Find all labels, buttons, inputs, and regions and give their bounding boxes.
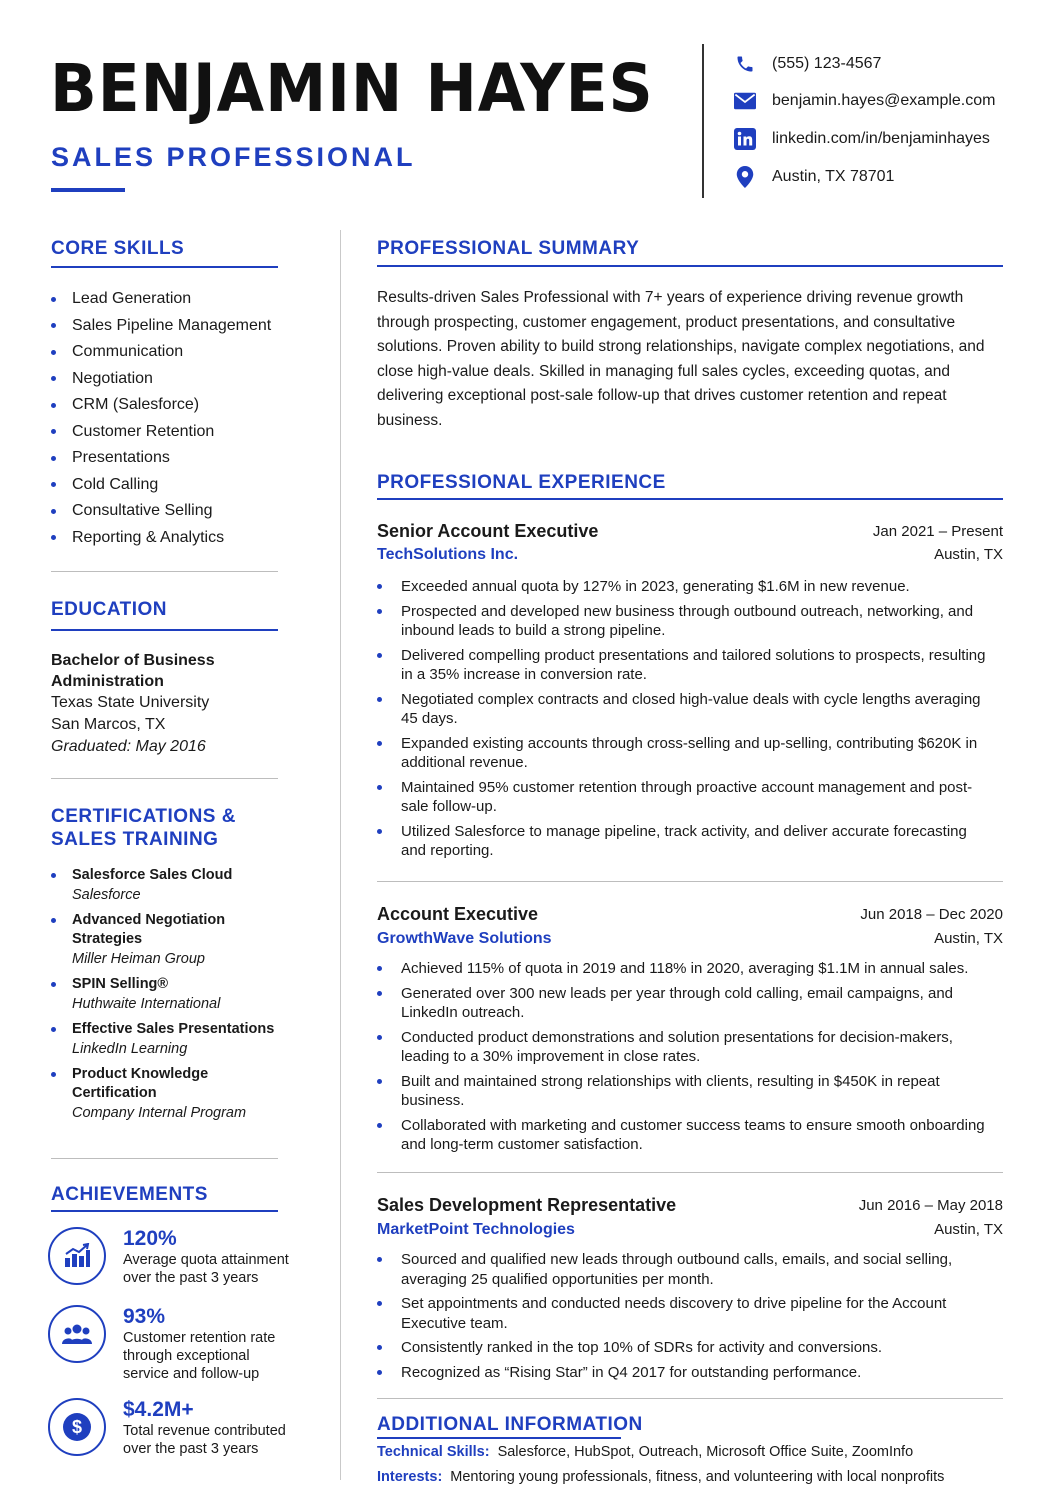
bar-chart-icon — [48, 1227, 106, 1285]
bullet — [377, 1345, 382, 1350]
job-title: Senior Account Executive — [377, 521, 599, 541]
list-item: Set appointments and conducted needs discovery to drive pipeline for the Account Executive team. — [377, 1294, 992, 1333]
list-item: Sales Pipeline Management — [51, 313, 271, 340]
list-item: Recognized as “Rising Star” in Q4 2017 for outstanding performance. — [377, 1363, 992, 1383]
list-item: Exceeded annual quota by 127% in 2023, generating $1.6M in new revenue. — [377, 577, 992, 597]
job-company: MarketPoint Technologies — [377, 1221, 575, 1238]
bullet — [51, 403, 56, 408]
education-block — [51, 650, 281, 758]
bullet — [51, 297, 56, 302]
interests-value: Mentoring young professionals, fitness, and volunteering with local nonprofits — [450, 1469, 945, 1485]
list-item: SPIN Selling® Huthwaite International — [51, 975, 311, 1014]
achievement-item — [48, 1227, 303, 1287]
job-bullets — [377, 959, 992, 1160]
bullet — [51, 918, 56, 923]
bullet — [377, 584, 382, 589]
interests-label: Interests: — [377, 1469, 443, 1485]
additional-heading: ADDITIONAL INFORMATION — [377, 1414, 643, 1435]
achievement-item — [48, 1305, 283, 1383]
bullet — [51, 482, 56, 487]
list-item: Cold Calling — [51, 472, 271, 499]
core-skills-heading: CORE SKILLS — [51, 238, 185, 259]
location-pin-icon — [734, 166, 756, 188]
bullet — [51, 1072, 56, 1077]
list-item: Customer Retention — [51, 419, 271, 446]
summary-heading: PROFESSIONAL SUMMARY — [377, 238, 640, 259]
job-location: Austin, TX — [934, 1221, 1003, 1238]
education-heading: EDUCATION — [51, 599, 168, 620]
list-item: Conducted product demonstrations and solution presentations for decision-makers, leading to a 30% improvement in close rates. — [377, 1028, 992, 1067]
phone-text: (555) 123-4567 — [772, 55, 882, 72]
achievement-value: $4.2M+ — [123, 1398, 194, 1421]
list-item: Advanced Negotiation Strategies Miller Heiman Group — [51, 911, 311, 969]
experience-heading: PROFESSIONAL EXPERIENCE — [377, 472, 666, 493]
bullet — [51, 982, 56, 987]
list-item: Negotiation — [51, 366, 271, 393]
job-location: Austin, TX — [934, 546, 1003, 563]
users-icon — [48, 1305, 106, 1363]
candidate-name: BENJAMIN HAYES — [50, 50, 654, 127]
list-item: Maintained 95% customer retention through proactive account management and post-sale follow-up. — [377, 778, 992, 817]
core-skills-rule — [51, 266, 278, 268]
list-item: Utilized Salesforce to manage pipeline, track activity, and deliver accurate forecasting and reporting. — [377, 822, 992, 861]
job-divider — [377, 1172, 1003, 1173]
achievement-value: 120% — [123, 1227, 177, 1250]
list-item: Negotiated complex contracts and closed high-value deals with cycle lengths averaging 45 days. — [377, 690, 992, 729]
bullet — [377, 741, 382, 746]
experience-rule — [377, 498, 1003, 500]
contact-phone — [734, 52, 881, 76]
core-skills-list — [51, 286, 271, 551]
interests-line — [377, 1469, 944, 1485]
bullet — [377, 829, 382, 834]
section-divider — [51, 778, 278, 779]
list-item: Effective Sales Presentations LinkedIn Learning — [51, 1020, 311, 1059]
job-company: TechSolutions Inc. — [377, 546, 519, 563]
technical-skills-line — [377, 1444, 913, 1460]
list-item: Lead Generation — [51, 286, 271, 313]
technical-skills-label: Technical Skills: — [377, 1444, 490, 1460]
job-title-heading: SALES PROFESSIONAL — [51, 142, 416, 172]
bullet — [51, 350, 56, 355]
bullet — [377, 1370, 382, 1375]
bullet — [51, 376, 56, 381]
contact-location — [734, 165, 894, 189]
column-divider — [340, 230, 341, 1480]
bullet — [377, 609, 382, 614]
list-item: Generated over 300 new leads per year through cold calling, email campaigns, and LinkedIn outreach. — [377, 984, 992, 1023]
contact-linkedin[interactable] — [734, 127, 990, 151]
list-item: Achieved 115% of quota in 2019 and 118% in 2020, averaging $1.1M in annual sales. — [377, 959, 992, 979]
summary-rule — [377, 265, 1003, 267]
header-divider — [702, 44, 704, 198]
achievement-desc: Customer retention rate through exceptional service and follow-up — [123, 1330, 276, 1382]
achievement-desc: Average quota attainment over the past 3 years — [123, 1252, 289, 1286]
bullet — [51, 1027, 56, 1032]
list-item: Presentations — [51, 445, 271, 472]
job-location: Austin, TX — [934, 930, 1003, 947]
email-text[interactable]: benjamin.hayes@example.com — [772, 92, 996, 109]
certifications-heading-1: CERTIFICATIONS & — [51, 806, 236, 827]
bullet — [51, 323, 56, 328]
list-item: Sourced and qualified new leads through outbound calls, emails, and social selling, averaging 25 qualified opportunities per month. — [377, 1250, 992, 1289]
bullet — [377, 966, 382, 971]
list-item: Consistently ranked in the top 10% of SDRs for activity and conversions. — [377, 1338, 992, 1358]
school-location: San Marcos, TX — [51, 716, 166, 733]
list-item: Reporting & Analytics — [51, 525, 271, 552]
linkedin-text[interactable]: linkedin.com/in/benjaminhayes — [772, 130, 990, 147]
list-item: CRM (Salesforce) — [51, 392, 271, 419]
job-dates: Jan 2021 – Present — [872, 523, 1003, 540]
phone-icon — [734, 53, 756, 75]
list-item: Delivered compelling product presentations and tailored solutions to prospects, resulting in a 35% increase in conversion rate. — [377, 646, 992, 685]
graduation-date: Graduated: May 2016 — [51, 738, 206, 755]
bullet — [377, 1079, 382, 1084]
summary-text: Results-driven Sales Professional with 7+ years of experience driving revenue growth through prospecting, customer engagement, product presentations, and consultative solutions. Proven ability to build strong relationships, navigate complex negotiations, and close high-value deals. Skilled in managing full sales cycles, exceeding quotas, and delivering exceptional post-sale follow-up that drives customer retention and repeat business. — [377, 289, 985, 429]
certifications-list — [51, 866, 311, 1129]
school: Texas State University — [51, 694, 210, 711]
list-item: Built and maintained strong relationships with clients, resulting in $450K in repeat business. — [377, 1072, 992, 1111]
list-item: Consultative Selling — [51, 498, 271, 525]
section-divider — [377, 1398, 1003, 1399]
job-dates: Jun 2016 – May 2018 — [858, 1197, 1003, 1214]
job-dates: Jun 2018 – Dec 2020 — [860, 906, 1003, 923]
bullet — [51, 535, 56, 540]
dollar-icon — [48, 1398, 106, 1456]
svg-text:$: $ — [71, 1417, 83, 1437]
job-bullets — [377, 1250, 992, 1387]
bullet — [51, 873, 56, 878]
bullet — [377, 1035, 382, 1040]
bullet — [377, 785, 382, 790]
achievement-value: 93% — [123, 1305, 166, 1328]
bullet — [51, 509, 56, 514]
achievements-rule — [51, 1210, 278, 1212]
linkedin-icon — [734, 128, 756, 150]
section-divider — [51, 571, 278, 572]
bullet — [377, 653, 382, 658]
contact-email[interactable] — [734, 89, 995, 113]
job-title: Account Executive — [377, 904, 539, 924]
section-divider — [51, 1158, 278, 1159]
location-text: Austin, TX 78701 — [772, 168, 895, 185]
bullet — [377, 1301, 382, 1306]
list-item: Prospected and developed new business through outbound outreach, networking, and inbound leads to build a strong pipeline. — [377, 602, 992, 641]
bullet — [377, 991, 382, 996]
degree: Bachelor of Business Administration — [51, 652, 215, 690]
achievement-desc: Total revenue contributed over the past 3 years — [123, 1423, 286, 1457]
email-icon — [734, 90, 756, 112]
job-company: GrowthWave Solutions — [377, 930, 552, 947]
additional-rule — [377, 1437, 621, 1439]
list-item: Collaborated with marketing and customer success teams to ensure smooth onboarding and long-term customer satisfaction. — [377, 1116, 992, 1155]
job-bullets — [377, 577, 992, 866]
bullet — [377, 1123, 382, 1128]
list-item: Product Knowledge Certification Company Internal Program — [51, 1065, 311, 1123]
bullet — [51, 456, 56, 461]
list-item: Expanded existing accounts through cross-selling and up-selling, contributing $620K in additional revenue. — [377, 734, 992, 773]
achievement-item — [48, 1398, 308, 1458]
list-item: Communication — [51, 339, 271, 366]
job-title: Sales Development Representative — [377, 1195, 677, 1215]
technical-skills-value: Salesforce, HubSpot, Outreach, Microsoft Office Suite, ZoomInfo — [497, 1444, 914, 1460]
bullet — [377, 697, 382, 702]
bullet — [51, 429, 56, 434]
list-item: Salesforce Sales Cloud Salesforce — [51, 866, 311, 905]
achievements-heading: ACHIEVEMENTS — [51, 1184, 208, 1205]
title-underline — [51, 188, 125, 192]
certifications-heading-2: SALES TRAINING — [51, 829, 219, 850]
job-divider — [377, 881, 1003, 882]
education-rule — [51, 629, 278, 631]
bullet — [377, 1257, 382, 1262]
